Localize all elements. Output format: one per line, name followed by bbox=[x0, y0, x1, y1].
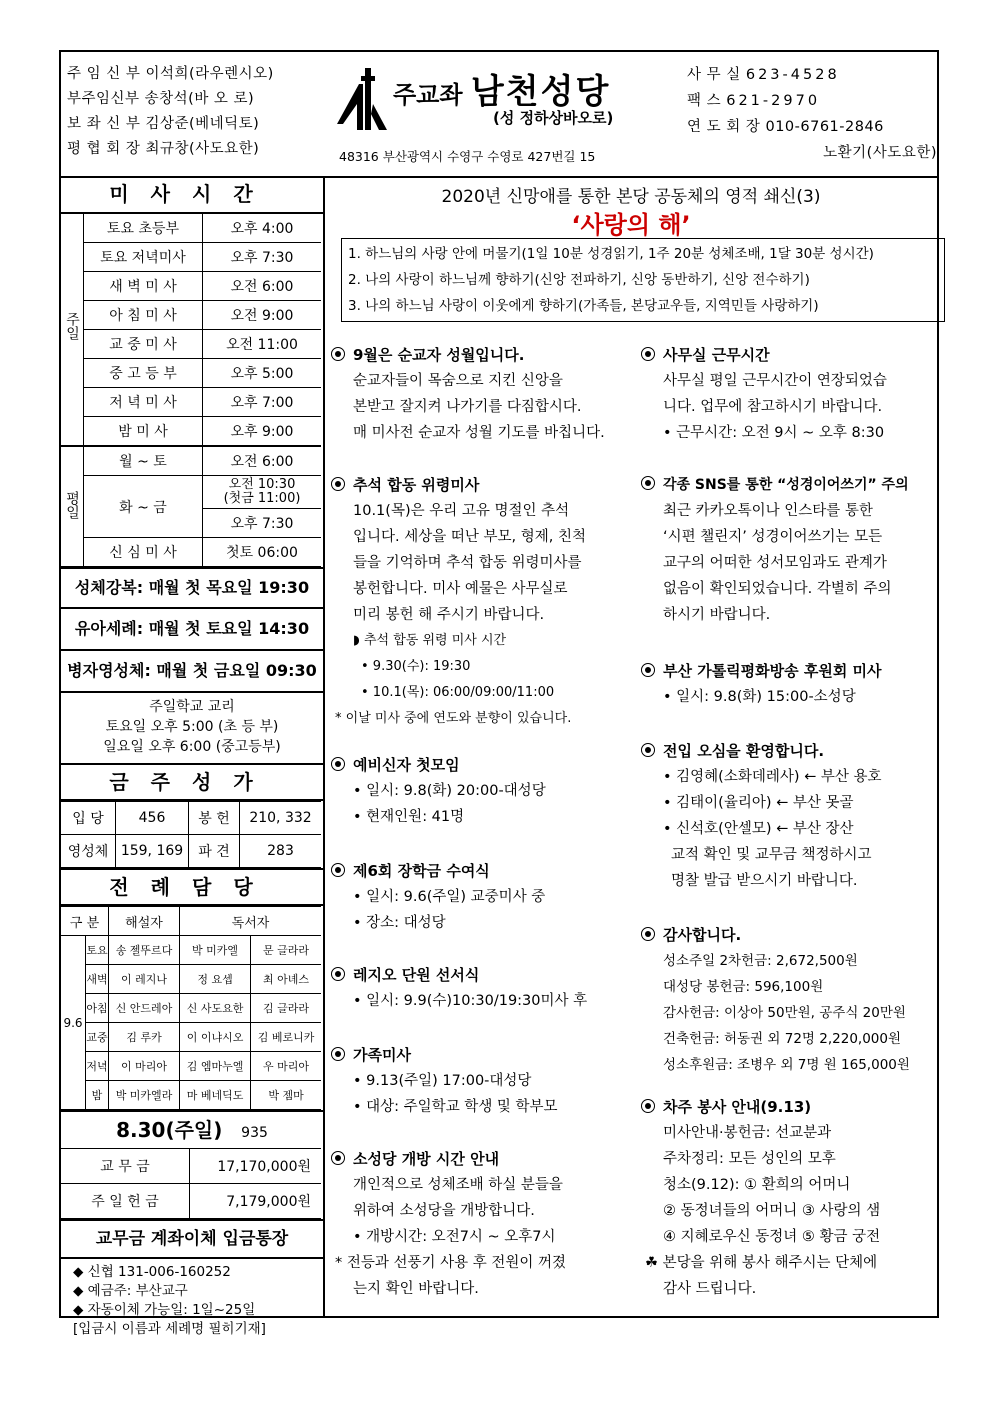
notice-thanks: 감사합니다. 성소주일 2차헌금: 2,672,500원 대성당 봉헌금: 596,100원 감사헌금: 이상아 50만원, 공주식 20만원 건축헌금: 허동권 외 72명 2,220,000원 성소후원금: 조병우 외 7명 원 165,000원 bbox=[641, 922, 935, 1078]
finance-date: 8.30(주일) bbox=[116, 1118, 223, 1142]
header bbox=[61, 52, 937, 178]
bullet-icon bbox=[331, 477, 345, 491]
liturgy-cell: 우 마리아 bbox=[251, 1052, 321, 1081]
liturgy-cell: 정 요셉 bbox=[180, 965, 251, 994]
clergy-row: 평 협 회 장 최규창(사도요한) bbox=[67, 141, 260, 157]
title-main: 남천성당 bbox=[470, 72, 611, 112]
mass-name: 저 녁 미 사 bbox=[84, 388, 203, 417]
theme-line: 1. 하느님의 사랑 안에 머물기(1일 10분 성경읽기, 1주 20분 성체조배, 1달 30분 성시간) bbox=[348, 246, 874, 262]
liturgy-table bbox=[61, 906, 321, 1110]
notice-catechumen: 예비신자 첫모임 • 일시: 9.8(화) 20:00-대성당 • 현재인원: 41명 bbox=[331, 752, 631, 830]
finance-table bbox=[61, 1148, 321, 1219]
notice-cpbc-mass: 부산 가톨릭평화방송 후원회 미사 • 일시: 9.8(화) 15:00-소성당 bbox=[641, 658, 935, 710]
liturgy-cell: 김 엠마누엘 bbox=[180, 1052, 251, 1081]
bank-info bbox=[61, 1259, 323, 1343]
liturgy-header: 해설자 bbox=[109, 907, 180, 936]
mass-name: 토요 저녁미사 bbox=[84, 243, 203, 272]
liturgy-cell: 아침 bbox=[86, 994, 109, 1023]
bullet-icon bbox=[641, 663, 655, 677]
annual-slogan: ‘사랑의 해’ bbox=[571, 211, 691, 239]
bullet-icon bbox=[641, 743, 655, 757]
left-sidebar bbox=[61, 176, 325, 1337]
hymn-number: 159, 169 bbox=[116, 835, 189, 868]
hymns-title: 금주성가 bbox=[61, 763, 323, 801]
bank-line: ◆ 신협 131-006-160252 bbox=[73, 1264, 231, 1280]
sunday-school bbox=[61, 691, 323, 763]
bullet-icon bbox=[641, 476, 655, 490]
liturgy-cell: 교중 bbox=[86, 1023, 109, 1052]
notice-martyrs-month: 9월은 순교자 성월입니다. 순교자들이 목숨으로 지킨 신앙을 본받고 잘지켜 나가기를 다짐합시다. 매 미사전 순교자 성월 기도를 바칩니다. bbox=[331, 342, 631, 446]
mass-name: 중 고 등 부 bbox=[84, 359, 203, 388]
mass-time: 오전 6:00 bbox=[203, 446, 322, 476]
mass-time: 오후 7:30 bbox=[203, 509, 322, 538]
contact-row: 팩 스 621-2970 bbox=[687, 93, 821, 109]
mass-time: 오전 9:00 bbox=[203, 301, 322, 330]
bullet-icon bbox=[331, 967, 345, 981]
main-content bbox=[325, 176, 937, 1316]
mass-time: 오후 9:00 bbox=[203, 417, 322, 447]
notice-welcome: 전입 오심을 환영합니다. • 김영혜(소화데레사) ← 부산 용호 • 김태이(율리아) ← 부산 못골 • 신석호(안셀모) ← 부산 장산 교적 확인 및 교무금 책정하시고 명찰 발급 받으시기 바랍니다. bbox=[641, 738, 935, 894]
church-subtitle: (성 정하상바오로) bbox=[493, 109, 614, 127]
finance-count: 935 bbox=[241, 1125, 268, 1141]
mass-name: 새 벽 미 사 bbox=[84, 272, 203, 301]
hymn-label: 입 당 bbox=[61, 802, 116, 835]
liturgy-header: 구 분 bbox=[61, 907, 109, 936]
notice-scholarship: 제6회 장학금 수여식 • 일시: 9.6(주일) 교중미사 중 • 장소: 대성당 bbox=[331, 858, 631, 936]
mass-name: 월 ~ 토 bbox=[84, 446, 203, 476]
hymn-number: 283 bbox=[240, 835, 322, 868]
hymn-label: 파 견 bbox=[189, 835, 240, 868]
clergy-row: 주 임 신 부 이석희(라우렌시오) bbox=[67, 66, 274, 82]
mass-name: 아 침 미 사 bbox=[84, 301, 203, 330]
mass-time: 오전 6:00 bbox=[203, 272, 322, 301]
bullet-icon bbox=[641, 347, 655, 361]
liturgy-title: 전례담당 bbox=[61, 868, 323, 906]
mass-name: 밤 미 사 bbox=[84, 417, 203, 447]
weekday-label: 평일 bbox=[61, 446, 84, 567]
sick-communion-row: 병자영성체: 매월 첫 금요일 09:30 bbox=[61, 649, 323, 691]
finance-label: 주 일 헌 금 bbox=[61, 1184, 190, 1219]
notice-chuseok-mass: 추석 합동 위령미사 10.1(목)은 우리 고유 명절인 추석 입니다. 세상을 떠난 부모, 형제, 친척 들을 기억하며 추석 합동 위령미사를 봉헌합니다. 미사 예물은 사무실로 미리 봉헌 해 주시기 바랍니다. ◗ 추석 합동 위령 미사 시간 • 9.30(수): 19:30 • 10.1(목): 06:00/09:00/11:00 * 이날 미사 중에 연도와 분향이 있습니다. bbox=[331, 472, 631, 732]
liturgy-cell: 밤 bbox=[86, 1081, 109, 1110]
liturgy-cell: 문 글라라 bbox=[251, 936, 321, 965]
bulletin-frame bbox=[59, 50, 939, 1337]
liturgy-date: 9.6 bbox=[61, 936, 86, 1110]
bank-title: 교무금 계좌이체 입금통장 bbox=[61, 1219, 323, 1259]
church-address: 48316 부산광역시 수영구 수영로 427번길 15 bbox=[339, 149, 596, 164]
baptism-row: 유아세례: 매월 첫 토요일 14:30 bbox=[61, 607, 323, 649]
liturgy-cell: 마 베네딕도 bbox=[180, 1081, 251, 1110]
liturgy-cell: 최 아녜스 bbox=[251, 965, 321, 994]
mass-name: 신 심 미 사 bbox=[84, 538, 203, 567]
bullet-icon bbox=[331, 1047, 345, 1061]
finance-amount: 7,179,000원 bbox=[190, 1184, 322, 1219]
mass-name: 교 중 미 사 bbox=[84, 330, 203, 359]
contact-row: 사 무 실 623-4528 bbox=[687, 67, 840, 83]
notice-family-mass: 가족미사 • 9.13(주일) 17:00-대성당 • 대상: 주일학교 학생 및 학부모 bbox=[331, 1042, 631, 1120]
hymn-number: 210, 332 bbox=[240, 802, 322, 835]
clergy-row: 보 좌 신 부 김상준(베네딕토) bbox=[67, 116, 260, 132]
clergy-list bbox=[67, 62, 274, 162]
theme-line: 3. 나의 하느님 사랑이 이웃에게 향하기(가족들, 본당교우들, 지역민들 사랑하기) bbox=[348, 298, 819, 314]
hymn-label: 영성체 bbox=[61, 835, 116, 868]
liturgy-cell: 이 마리아 bbox=[109, 1052, 180, 1081]
finance-header bbox=[61, 1110, 323, 1148]
notice-next-service: 차주 봉사 안내(9.13) 미사안내·봉헌금: 선교분과 주차정리: 모든 성인의 모후 청소(9.12): ① 환희의 어머니 ② 동정녀들의 어머니 ③ 사랑의 샘 ④ 지혜로우신 동정녀 ⑤ 황금 궁전 ☘ 본당을 위해 봉사 해주시는 단체에 감사 드립니다. bbox=[641, 1094, 935, 1302]
mass-time: 오전 11:00 bbox=[203, 330, 322, 359]
bullet-icon bbox=[331, 863, 345, 877]
sunday-school-title: 주일학교 교리 bbox=[149, 699, 235, 715]
liturgy-cell: 새벽 bbox=[86, 965, 109, 994]
liturgy-cell: 이 이냐시오 bbox=[180, 1023, 251, 1052]
mass-time: 오전 10:30 (첫금 11:00) bbox=[203, 476, 322, 509]
liturgy-cell: 토요 bbox=[86, 936, 109, 965]
liturgy-cell: 박 미카엘라 bbox=[109, 1081, 180, 1110]
mass-time: 오후 7:30 bbox=[203, 243, 322, 272]
liturgy-header: 독서자 bbox=[180, 907, 321, 936]
contact-row: 연 도 회 장 010-6761-2846 bbox=[687, 119, 884, 135]
finance-label: 교 무 금 bbox=[61, 1149, 190, 1184]
notice-legio: 레지오 단원 선서식 • 일시: 9.9(수)10:30/19:30미사 후 bbox=[331, 962, 631, 1014]
bullet-icon bbox=[641, 1099, 655, 1113]
bullet-icon bbox=[641, 927, 655, 941]
bullet-icon bbox=[331, 347, 345, 361]
bank-line: [입금시 이름과 세례명 필히기재] bbox=[73, 1321, 266, 1337]
hymn-label: 봉 헌 bbox=[189, 802, 240, 835]
hymns-table bbox=[61, 801, 321, 868]
church-logo-icon bbox=[333, 64, 389, 134]
bullet-icon bbox=[331, 1151, 345, 1165]
liturgy-cell: 송 젤뚜르다 bbox=[109, 936, 180, 965]
bullet-icon bbox=[331, 757, 345, 771]
liturgy-cell: 이 레지나 bbox=[109, 965, 180, 994]
mass-time: 첫토 06:00 bbox=[203, 538, 322, 567]
liturgy-cell: 신 안드레아 bbox=[109, 994, 180, 1023]
hymn-number: 456 bbox=[116, 802, 189, 835]
mass-name: 화 ~ 금 bbox=[84, 476, 203, 538]
mass-time: 오후 5:00 bbox=[203, 359, 322, 388]
theme-box bbox=[341, 238, 945, 322]
sunday-school-row: 일요일 오후 6:00 (중고등부) bbox=[103, 739, 281, 755]
contact-list bbox=[687, 62, 937, 166]
sunday-label: 주일 bbox=[61, 214, 84, 447]
liturgy-cell: 저녁 bbox=[86, 1052, 109, 1081]
mass-time: 오후 7:00 bbox=[203, 388, 322, 417]
title-prefix: 주교좌 bbox=[393, 81, 463, 109]
liturgy-cell: 박 미카엘 bbox=[180, 936, 251, 965]
mass-time: 오후 4:00 bbox=[203, 214, 322, 243]
notice-sns-warning: 각종 SNS를 통한 “성경이어쓰기” 주의 최근 카카오톡이나 인스타를 통한 ‘시편 챌린지’ 성경이어쓰기는 모든 교구의 어떠한 성서모임과도 관계가 없음이 확인되었습니다. 각별히 주의 하시기 바랍니다. bbox=[641, 472, 935, 628]
finance-amount: 17,170,000원 bbox=[190, 1149, 322, 1184]
church-name bbox=[393, 64, 610, 113]
mass-time-title: 미사시간 bbox=[61, 176, 323, 214]
clergy-row: 부주임신부 송창석(바 오 로) bbox=[67, 91, 255, 107]
notice-chapel-hours: 소성당 개방 시간 안내 개인적으로 성체조배 하실 분들을 위하여 소성당을 개방합니다. • 개방시간: 오전7시 ~ 오후7시 * 전등과 선풍기 사용 후 전원이 꺼졌 는지 확인 바랍니다. bbox=[331, 1146, 631, 1302]
sunday-school-row: 토요일 오후 5:00 (초 등 부) bbox=[105, 719, 279, 735]
notice-office-hours: 사무실 근무시간 사무실 평일 근무시간이 연장되었습 니다. 업무에 참고하시기 바랍니다. • 근무시간: 오전 9시 ~ 오후 8:30 bbox=[641, 342, 935, 446]
liturgy-cell: 신 사도요한 bbox=[180, 994, 251, 1023]
theme-line: 2. 나의 사랑이 하느님께 향하기(신앙 전파하기, 신앙 동반하기, 신앙 전수하기) bbox=[348, 272, 810, 288]
mass-table bbox=[61, 213, 321, 567]
liturgy-cell: 김 루카 bbox=[109, 1023, 180, 1052]
mass-name: 토요 초등부 bbox=[84, 214, 203, 243]
bank-line: ◆ 자동이체 가능일: 1일~25일 bbox=[73, 1302, 256, 1318]
liturgy-cell: 김 글라라 bbox=[251, 994, 321, 1023]
annual-theme-title: 2020년 신망애를 통한 본당 공동체의 영적 쇄신(3) bbox=[441, 187, 821, 207]
adoration-row: 성체강복: 매월 첫 목요일 19:30 bbox=[61, 567, 323, 607]
liturgy-cell: 박 젬마 bbox=[251, 1081, 321, 1110]
contact-row: 노환기(사도요한) bbox=[823, 145, 937, 161]
liturgy-cell: 김 베로니카 bbox=[251, 1023, 321, 1052]
bank-line: ◆ 예금주: 부산교구 bbox=[73, 1283, 188, 1299]
